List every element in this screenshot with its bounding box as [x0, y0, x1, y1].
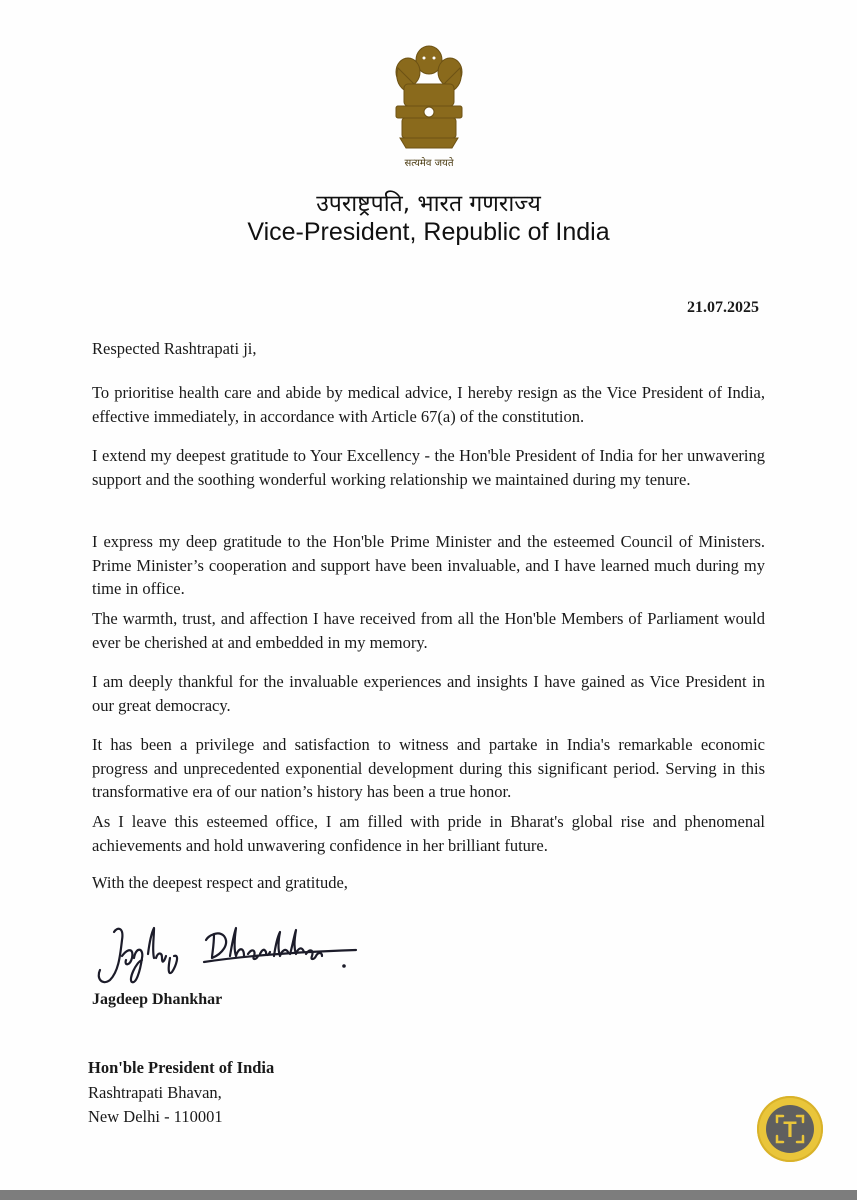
- closing-line: With the deepest respect and gratitude,: [92, 873, 348, 892]
- signer-name: Jagdeep Dhankhar: [92, 991, 223, 1008]
- paragraph-gratitude-pm: I express my deep gratitude to the Hon'ble Prime Minister and the esteemed Council of Ministers. Prime Minister’s cooperation and support have been invaluable, and I have learned much during my time in office.: [92, 532, 765, 598]
- paragraph-parliament: The warmth, trust, and affection I have received from all the Hon'ble Members of Parliament would ever be cherished at and embedded in my memory.: [92, 609, 765, 652]
- office-title-english: Vice-President, Republic of India: [247, 218, 610, 246]
- text-scan-icon: [757, 1096, 823, 1162]
- text-scan-button[interactable]: [757, 1096, 823, 1162]
- salutation: Respected Rashtrapati ji,: [92, 339, 257, 358]
- handwritten-signature: [92, 918, 372, 990]
- addressee-title: Hon'ble President of India: [88, 1058, 275, 1077]
- paragraph-resignation: To prioritise health care and abide by medical advice, I hereby resign as the Vice President of India, effective immediately, in accordance with Article 67(a) of the constitution.: [92, 383, 765, 426]
- paragraph-experiences: I am deeply thankful for the invaluable experiences and insights I have gained as Vice President in our great democracy.: [92, 672, 765, 715]
- paragraph-farewell: As I leave this esteemed office, I am filled with pride in Bharat's global rise and phenomenal achievements and hold unwavering confidence in her brilliant future.: [92, 812, 765, 855]
- addressee-line-1: Rashtrapati Bhavan,: [88, 1083, 222, 1102]
- text-scan-letter: T: [783, 1117, 797, 1142]
- paragraph-gratitude-president: I extend my deepest gratitude to Your Excellency - the Hon'ble President of India for her unwavering support and the soothing wonderful working relationship we maintained during my tenure.: [92, 446, 765, 489]
- letter-date: 21.07.2025: [687, 299, 759, 316]
- national-emblem-icon: [386, 38, 472, 172]
- bottom-edge-strip: [0, 1190, 857, 1200]
- paragraph-privilege: It has been a privilege and satisfaction to witness and partake in India's remarkable economic progress and unprecedented exponential development during this significant period. Serving in this transformative era of our nation’s history has been a true honor.: [92, 735, 765, 801]
- emblem-motto: सत्यमेव जयते: [404, 158, 454, 169]
- addressee-line-2: New Delhi - 110001: [88, 1107, 223, 1126]
- office-title-hindi: उपराष्ट्रपति, भारत गणराज्य: [316, 191, 541, 217]
